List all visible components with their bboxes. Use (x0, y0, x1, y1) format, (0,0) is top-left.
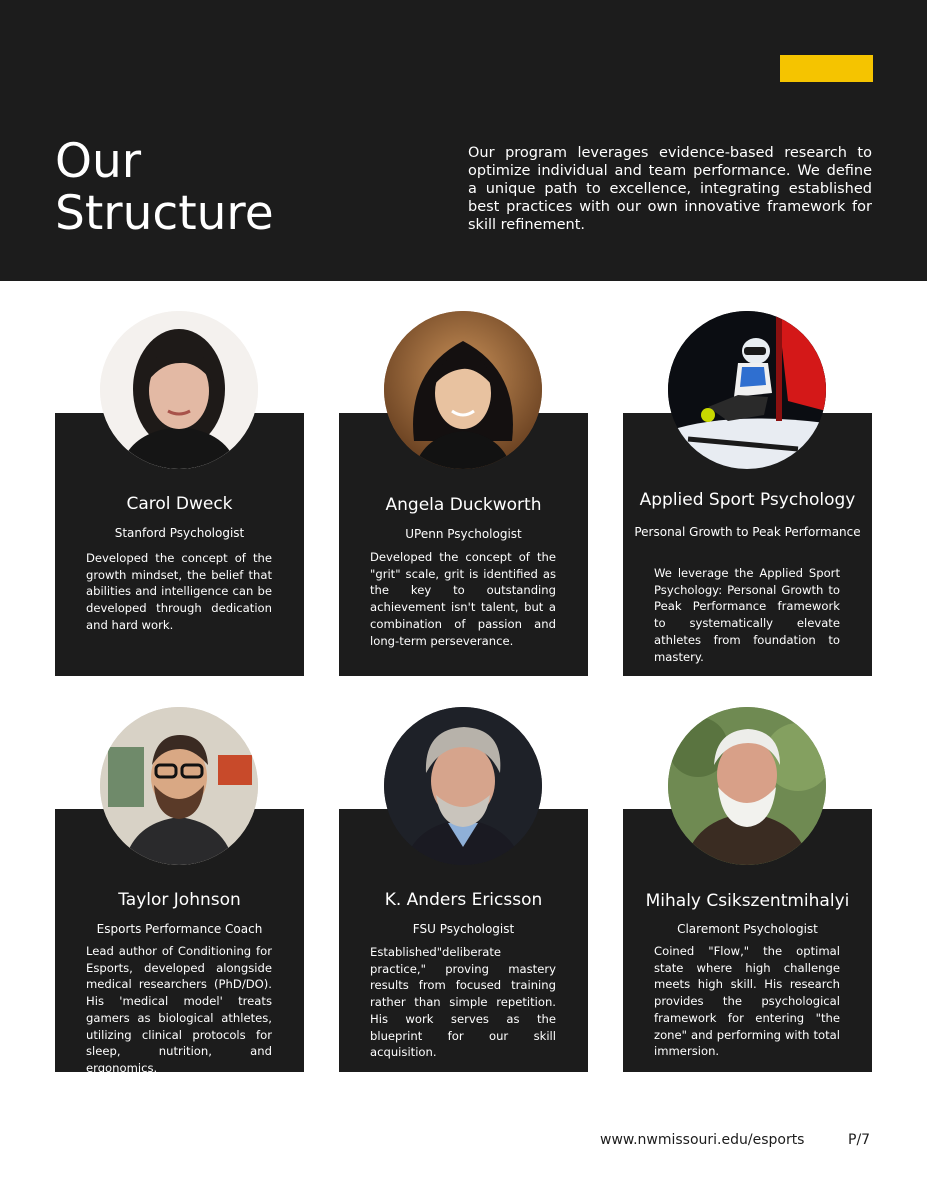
portrait-taylor-johnson-icon (100, 707, 258, 865)
skier-icon (668, 311, 826, 469)
card-description: Developed the concept of the "grit" scale, grit is identified as the key to outstanding achievement isn't talent, but a combination of passion and long-term perseverance. (370, 550, 556, 648)
card-description: Established"deliberate practice," proving mastery results from focused training rather than simple repetition. His work serves as the blueprint for our skill acquisition. (370, 945, 556, 1060)
card-name: Carol Dweck (126, 494, 233, 514)
portrait-carol-dweck-icon (100, 311, 258, 469)
card-role: Esports Performance Coach (96, 922, 263, 936)
intro-paragraph: Our program leverages evidence-based research to optimize individual and team performance. We define a unique path to excellence, integrating established best practices with our own innovative framework for skill refinement. (468, 145, 872, 233)
header-banner (0, 0, 927, 281)
card-role: Stanford Psychologist (114, 526, 245, 540)
page-title: Our Structure (55, 134, 274, 241)
footer-url: www.nwmissouri.edu/esports (600, 1132, 805, 1148)
card-name: Angela Duckworth (385, 495, 542, 515)
card-name: Taylor Johnson (118, 890, 241, 910)
accent-bar (780, 55, 873, 82)
card-name: Applied Sport Psychology (639, 490, 856, 510)
portrait-mihaly-csikszentmihalyi-icon (668, 707, 826, 865)
card-description: Developed the concept of the growth mindset, the belief that abilities and intelligence can be developed through dedication and hard work. (86, 551, 272, 632)
card-description: We leverage the Applied Sport Psychology: Personal Growth to Peak Performance framework to systematically elevate athletes from foundation to mastery. (654, 566, 840, 664)
card-name: K. Anders Ericsson (384, 890, 543, 910)
card-role: UPenn Psychologist (405, 527, 522, 541)
page-number: P/7 (848, 1132, 871, 1148)
portrait-angela-duckworth-icon (384, 311, 542, 469)
card-role: Claremont Psychologist (677, 922, 818, 936)
portrait-k-anders-ericsson-icon (384, 707, 542, 865)
card-role: Personal Growth to Peak Performance (634, 525, 861, 539)
card-role: FSU Psychologist (412, 922, 515, 936)
card-name: Mihaly Csikszentmihalyi (645, 891, 850, 911)
card-description: Coined "Flow," the optimal state where high challenge meets high skill. His research provides the psychological framework for entering "the zone" and performing with total immersion. (654, 944, 840, 1059)
card-description: Lead author of Conditioning for Esports, developed alongside medical researchers (PhD/DO). His 'medical model' treats gamers as biological athletes, utilizing clinical protocols for sleep, nutrition, and ergonomics. (86, 944, 272, 1075)
